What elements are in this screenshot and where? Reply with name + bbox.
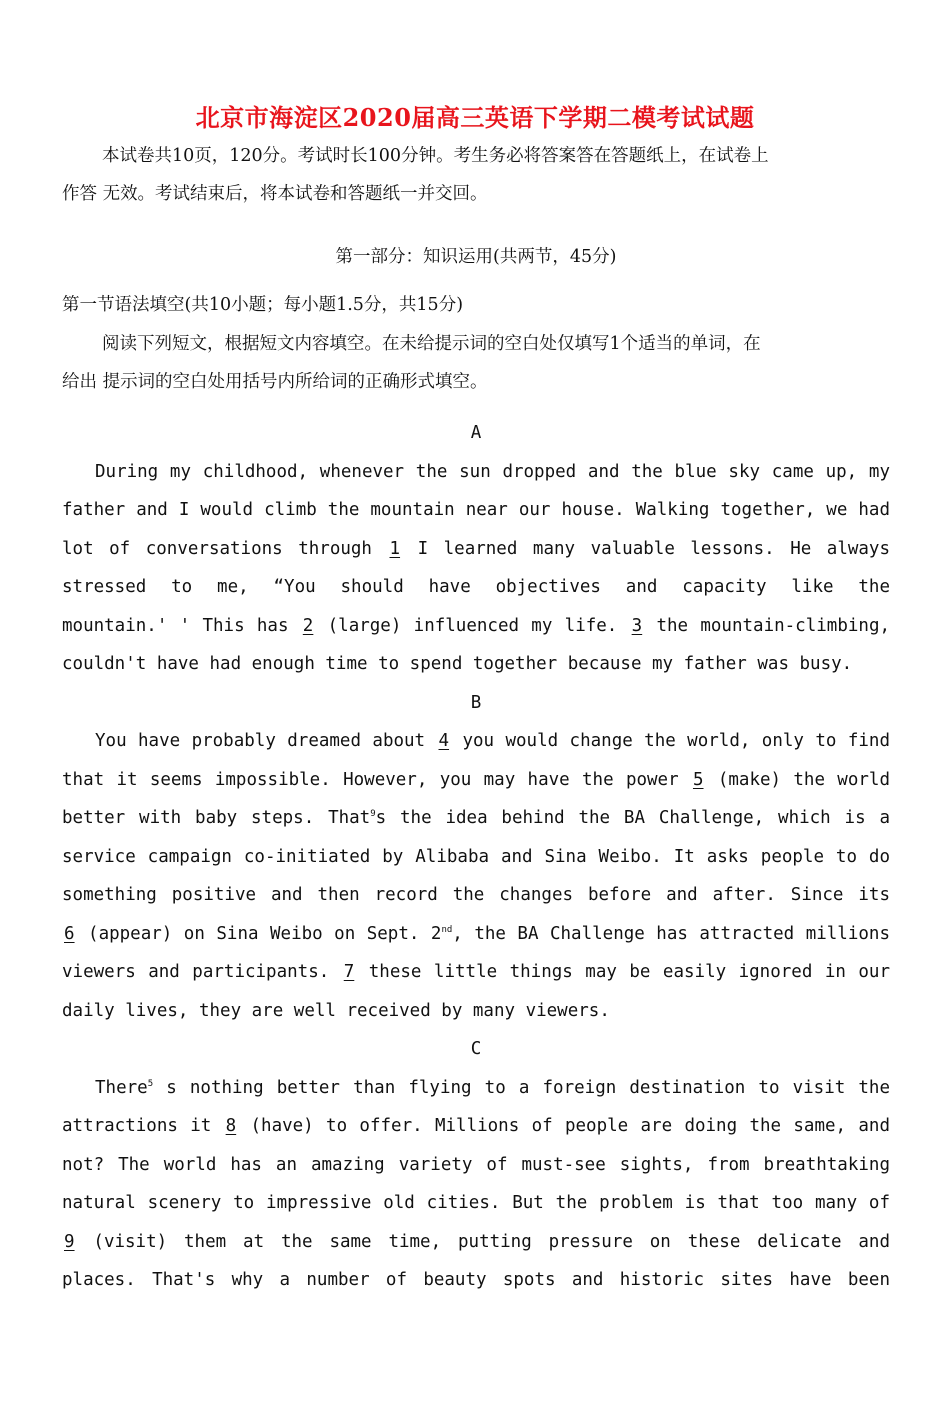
passage-text: viewers and participants. [62,962,342,982]
passage-label: A [470,423,482,443]
intro-line-1: 本试卷共10页，120分。考试时长100分钟。考生务必将答案答在答题纸上，在试卷上 [102,146,769,166]
passage-text: you would change the world, only to find [451,731,890,751]
passage-text: stressed to me, “You should have objectives and capacity like the [62,577,890,597]
passage-line [62,722,890,761]
intro-text [62,137,890,213]
passage-text: (appear) on Sina Weibo on Sept. 2 [76,923,442,944]
passages-container [62,414,890,1300]
passage-text: You have probably dreamed about [95,731,437,751]
passage-text: something positive and then record the changes before and after. Since its [62,885,890,905]
passage-text: s the idea behind the BA Challenge, which is a [375,808,890,828]
passage-line [62,1184,890,1223]
passage-text: natural scenery to impressive old cities. But the problem is that too many of [62,1193,890,1213]
passage-text: (make) the world [705,769,890,790]
passage-line [62,1223,890,1262]
passage-line [62,1069,890,1108]
passage-line [62,491,890,530]
passage-text: better with baby steps. That [62,808,371,828]
passage-line [62,1146,890,1185]
passage-text: During my childhood, whenever the sun dropped and the blue sky came up, my [95,461,890,482]
passage-text: couldn't have had enough time to spend together because my father was busy. [62,654,853,674]
passage-line [62,915,890,954]
superscript: 9 [370,809,376,820]
passage-text: (have) to offer. Millions of people are doing the same, and [250,1116,890,1136]
passage-line [62,761,890,800]
passage-line [62,953,890,992]
passage-line [62,1107,890,1146]
passage-text: the mountain-climbing, [656,615,890,636]
instructions-line-2: 给出 提示词的空白处用括号内所给词的正确形式填空。 [62,372,488,392]
blank-number: 9 [64,1231,75,1252]
passage-line [62,876,890,915]
passage-line [62,992,890,1031]
passage-text: (visit) them at the same time, putting pressure on these delicate and [93,1231,890,1252]
passage-text: , the BA Challenge has attracted millions [452,923,890,944]
blank-number: 6 [64,923,75,944]
passage-text: mountain.' ' This has [62,615,301,636]
passage-line [62,838,890,877]
blank-number: 4 [438,731,450,751]
passage-text: s nothing better than flying to a foreign destination to visit the [153,1077,890,1098]
passage-text: father and I would climb the mountain near our house. Walking together, we had [62,500,890,520]
passage-label: C [470,1039,482,1059]
part-heading: 第一部分：知识运用(共两节，45分) [335,247,617,267]
passage-text: I learned many valuable lessons. He always [402,538,890,559]
passage-text: service campaign co-initiated by Alibaba and Sina Weibo. It asks people to do [62,846,890,867]
passage-text: places. That's why a number of beauty spots and historic sites have been [62,1270,890,1290]
intro-line-2: 作答 无效。考试结束后，将本试卷和答题纸一并交回。 [62,184,488,204]
blank-number: 8 [225,1116,237,1136]
instructions [62,325,890,401]
passage-text: attractions it [62,1116,224,1136]
passage-line [62,453,890,492]
blank-number: 7 [343,962,355,982]
instructions-line-1: 阅读下列短文，根据短文内容填空。在未给提示词的空白处仅填写1个适当的单词，在 [102,334,761,354]
passage-label: B [470,692,482,713]
passage-line [62,799,890,838]
passage-line [62,645,890,684]
passage-text: There [95,1077,148,1098]
superscript: 5 [147,1078,154,1089]
blank-number: 1 [389,538,401,559]
passage-text: that it seems impossible. However, you may have the power [62,769,691,790]
superscript: nd [441,924,453,935]
blank-number: 5 [692,769,704,790]
section-heading: 第一节语法填空(共10小题；每小题1.5分，共15分) [62,295,464,315]
page-title: 北京市海淀区2020届高三英语下学期二模考试试题 [195,103,755,132]
passage-text: lot of conversations through [62,538,388,559]
passage-text: (large) influenced my life. [315,615,630,636]
blank-number: 3 [631,615,643,636]
blank-number: 2 [302,615,314,636]
passage-text: not? The world has an amazing variety of must-see sights, from breathtaking [62,1154,890,1175]
passage-line [62,568,890,607]
passage-text: these little things may be easily ignored in our [356,962,890,982]
passage-text: daily lives, they are well received by many viewers. [62,1000,610,1021]
passage-line [62,530,890,569]
passage-line [62,1261,890,1300]
passage-line [62,607,890,646]
